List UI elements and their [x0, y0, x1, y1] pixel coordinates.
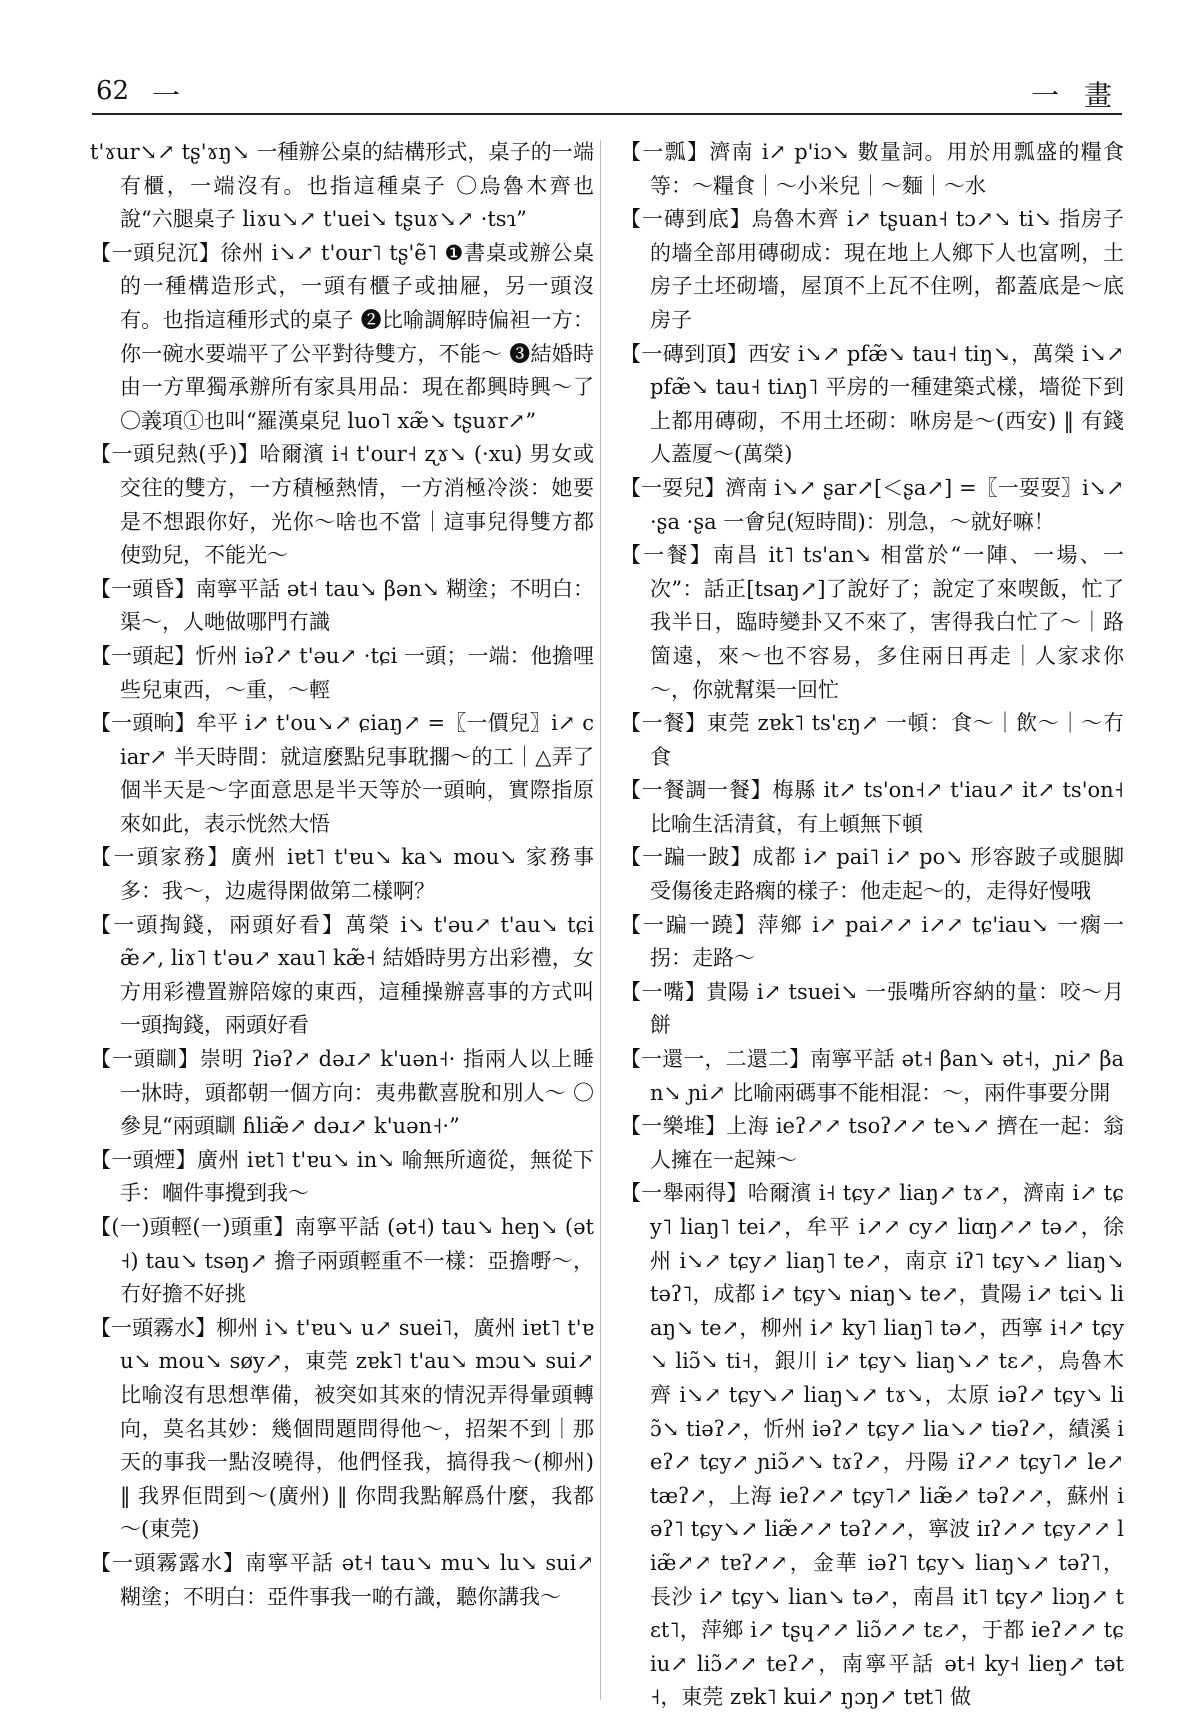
dictionary-entry: 【一頭兒熱(乎)】哈爾濱 i˧ t'our˧ ʐɤ↘ (·xu) 男女或交往的雙方，一方積極熱情，一方消極冷淡：她要是不想跟你好，光你～啥也不當｜這事兒得雙方都使勁兒，不能光～ — [90, 442, 594, 568]
dictionary-entry: 【一還一，二還二】南寧平話 ət˧ βan↘ ət˧，ɲi↗ βan↘ ɲi↗ 比喻兩碼事不能相混：～，兩件事要分開 — [620, 1047, 1124, 1105]
dictionary-entry: 【一頭晌】牟平 i↗ t'ou↘↗ ɕiaŋ↗ =〖一價兒〗i↗ ciar↗ 半天時間：就這麼點兒事耽擱～的工｜△弄了個半天是～字面意思是半天等於一頭晌，實際指原來如此，表示恍然大悟 — [90, 711, 594, 836]
column-divider — [600, 140, 601, 1700]
dictionary-entry: 【一頭煙】廣州 iɐt˥ t'ɐu↘ in↘ 喻無所適從，無從下手：嗰件事攪到我～ — [90, 1147, 594, 1206]
dictionary-entry: 【一餐調一餐】梅縣 it↗ ts'on˧↗ t'iau↗ it↗ ts'on˧ 比喻生活清貧，有上頓無下頓 — [620, 778, 1124, 836]
dictionary-entry: 【一頭霧水】柳州 i↘ t'ɐu↘ u↗ suei˥，廣州 iɐt˥ t'ɐu↘ mou↘ søy↗，東莞 zɐk˥ t'au↘ mɔu↘ sui↗ 比喻沒有思想準備，被突如其來的情況弄得暈頭轉向，莫名其妙：幾個問題問得他～，招架不到｜那天的事我一點沒曉得，他們怪我，搞得我～(柳州) ‖ 我界佢問到～(廣州) ‖ 你問我點解爲什麼，我都～(東莞) — [90, 1315, 594, 1542]
dictionary-entry: 【一餐】南昌 it˥ ts'an↘ 相當於“一陣、一場、一次”：話正[tsaŋ↗]了說好了；說定了來喫飯，忙了我半日，臨時變卦又不來了，害得我白忙了～｜路箇遠，來～也不容易，多住兩日再走｜人家求你～，你就幫渠一回忙 — [620, 543, 1124, 702]
dictionary-entry: 【一頭霧露水】南寧平話 ət˧ tau↘ mu↘ lu↘ sui↗ 糊塗；不明白：亞件事我一啲冇識，聽你講我～ — [90, 1550, 594, 1609]
dictionary-entry: 【一頭家務】廣州 iɐt˥ t'ɐu↘ ka↘ mou↘ 家務事多：我～，边處得閑做第二樣啊？ — [90, 845, 594, 904]
dictionary-entry: 【一蹁一蹺】萍鄉 i↗ pai↗↗ i↗↗ tɕ'iau↘ 一瘸一拐：走路～ — [620, 912, 1124, 971]
dictionary-entry: 【(一)頭輕(一)頭重】南寧平話 (ət˧) tau↘ heŋ↘ (ət˧) tau↘ tsəŋ↗ 擔子兩頭輕重不一樣：亞擔嘢～，冇好擔不好挑 — [90, 1215, 594, 1307]
dictionary-entry: 【一樂堆】上海 ieʔ↗↗ tsoʔ↗↗ te↘↗ 擠在一起：翁人擁在一起辣～ — [620, 1114, 1124, 1172]
dictionary-entry: 【一耍兒】濟南 i↘↗ ʂar↗[＜ʂa↗] =〖一耍耍〗i↘↗ ·ʂa ·ʂa 一會兒(短時間)：別急，～就好嘛！ — [620, 475, 1124, 534]
dictionary-entry: 【一頭兒沉】徐州 i↘↗ t'our˥ tʂ'ẽ˥ ❶書桌或辦公桌的一種構造形式，一頭有櫃子或抽屜，另一頭沒有。也指這種形式的桌子 ❷比喻調解時偏袒一方：你一碗水要端平了公平對待雙方，不能～ ❸結婚時由一方單獨承辦所有家具用品：現在都興時興～了 〇義項①也叫“羅漢桌兒 luo˥ xæ̃↘ tʂuɤr↗” — [90, 240, 594, 433]
page-header — [60, 0, 1140, 120]
dictionary-entry: 【一嘴】貴陽 i↗ tsuei↘ 一張嘴所容納的量：咬～月餅 — [620, 979, 1124, 1038]
header-rule — [92, 113, 1122, 115]
dictionary-entry: 【一餐】東莞 zɐk˥ ts'ɛŋ↗ 一頓：食～｜飲～｜～冇食 — [620, 711, 1124, 769]
left-column — [90, 136, 594, 1614]
dictionary-entry: 【一頭掏錢，兩頭好看】萬榮 i↘ t'əu↗ t'au↘ tɕiæ̃↗, liɤ˥ t'əu↗ xau˥ kæ̃˧ 結婚時男方出彩禮，女方用彩禮置辦陪嫁的東西，這種操辦喜事的方式叫一頭掏錢，兩頭好看 — [90, 912, 594, 1038]
dictionary-entry: 【一頭起】忻州 iəʔ↗ t'əu↗ ·tɕi 一頭；一端：他擔哩些兒東西，～重，～輕 — [90, 643, 594, 702]
dictionary-entry: 【一舉兩得】哈爾濱 i˧ tɕy↗ liaŋ↗ tɤ↗，濟南 i↗ tɕy˥ liaŋ˥ tei↗，牟平 i↗↗ cy↗ liɑŋ↗↗ tə↗，徐州 i↘↗ tɕy↗ liaŋ˥ te↗，南京 iʔ˥ tɕy↘↗ liaŋ↘ təʔ˥，成都 i↗ tɕy↘ niaŋ↘ te↗，貴陽 i↗ tɕi↘ liaŋ↘ te↗，柳州 i↗ ky˥ liaŋ˥ tə↗，西寧 i˧↗ tɕy↘ liɔ̃↘ ti˧，銀川 i↗ tɕy↘ liaŋ↘↗ tɛ↗，烏魯木齊 i↘↗ tɕy↘↗ liaŋ↘↗ tɤ↘，太原 iəʔ↗ tɕy↘ liɔ̃↘ tiəʔ↗，忻州 iəʔ↗ tɕy↗ lia↘↗ tiəʔ↗，績溪 ieʔ↗ tɕy↗ ɲiɔ̃↗↘ tɤʔ↗，丹陽 iʔ↗↗ tɕy˥↗ le↗ tæʔ↗，上海 ieʔ↗↗ tɕy˥↗ liæ̃↗ təʔ↗↗，蘇州 iəʔ˥ tɕy↘↗ liæ̃↗↗ təʔ↗↗，寧波 iɪʔ↗↗ tɕy↗↗ liæ̃↗↗ tɐʔ↗↗，金華 iəʔ˥ tɕy↘ liaŋ↘↗ təʔ˥，長沙 i↗ tɕy↘ lian↘ tə↗，南昌 it˥ tɕy↗ liɔŋ↗ tɛt˥，萍鄉 i↗ tʂɥ↗↗ liɔ̃↗↗ tɛ↗，于都 ieʔ↗↗ tɕiu↗ liɔ̃↗↗ teʔ↗，南寧平話 ət˧ ky˧ lieŋ↗ tət˧，東莞 zɐk˥ kui↗ ŋɔŋ↗ tɐt˥ 做 — [620, 1181, 1124, 1710]
section-title-left: 一 — [152, 79, 181, 112]
dictionary-entry: 【一瓢】濟南 i↗ p'iɔ↘ 數量詞。用於用瓢盛的糧食等：～糧食｜～小米兒｜～麵｜～水 — [620, 140, 1124, 198]
dictionary-entry: t'ɤur↘↗ tʂ'ɤŋ↘ 一種辦公桌的結構形式，桌子的一端有櫃，一端沒有。也指這種桌子 〇烏魯木齊也說“六腿桌子 liɤu↘↗ t'uei↘ tʂuɤ↘↗ ·tsɿ” — [90, 140, 594, 232]
section-title-right: 一 畫 — [1031, 79, 1120, 112]
dictionary-entry: 【一頭瞓】崇明 ʔiəʔ↗ dəɹ↗ k'uən˧· 指兩人以上睡一牀時，頭都朝一個方向：夷弗歡喜脫和別人～ 〇參見“兩頭瞓 ɦliæ̃↗ dəɹ↗ k'uən˧·” — [90, 1047, 594, 1139]
page-number: 62 — [96, 76, 130, 106]
dictionary-entry: 【一磚到頂】西安 i↘↗ pfæ̃↘ tau˧ tiŋ↘，萬榮 i↘↗ pfæ̃↘ tau˧ tiʌŋ˥ 平房的一種建築式樣，墻從下到上都用磚砌，不用土坯砌：咻房是～(西安) ‖ 有錢人蓋厦～(萬榮) — [620, 341, 1124, 467]
dictionary-entry: 【一磚到底】烏魯木齊 i↗ tʂuan˧ tɔ↗↘ ti↘ 指房子的墻全部用磚砌成：現在地上人鄉下人也富咧，土房子土坯砌墻，屋頂不上瓦不住咧，都蓋底是～底房子 — [620, 207, 1124, 332]
dictionary-entry: 【一蹁一跛】成都 i↗ pai˥ i↗ po↘ 形容跛子或腿脚受傷後走路瘸的樣子：他走起～的，走得好慢哦 — [620, 845, 1124, 904]
right-column — [620, 136, 1124, 1715]
dictionary-entry: 【一頭昏】南寧平話 ət˧ tau↘ βən↘ 糊塗；不明白：渠～，人哋做哪門冇識 — [90, 576, 594, 635]
